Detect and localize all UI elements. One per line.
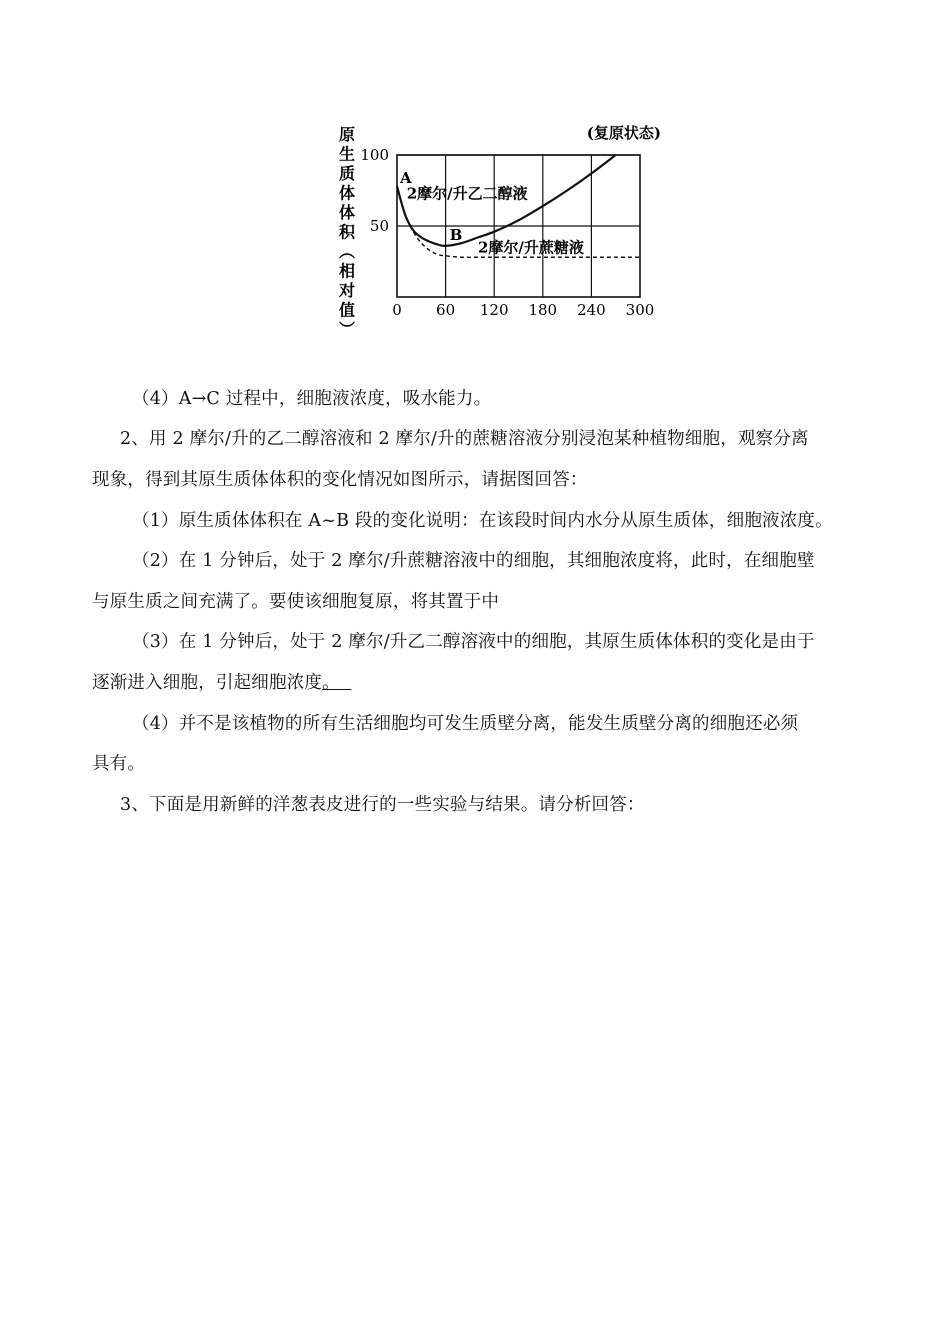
- point-label-B: B: [449, 226, 463, 245]
- x-tick-label: 120: [479, 301, 509, 319]
- q2-part3-text: 逐渐进入细胞，引起细胞浓度: [92, 673, 323, 693]
- x-tick-label: 240: [577, 301, 606, 319]
- answer-blank-tail: [340, 673, 352, 693]
- q2-part4-line1: （4）并不是该植物的所有生活细胞均可发生质壁分离，能发生质壁分离的细胞还必须: [132, 714, 799, 734]
- q2-part2-line1: （2）在 1 分钟后，处于 2 摩尔/升蔗糖溶液中的细胞，其细胞浓度将，此时，在细胞壁: [132, 551, 815, 571]
- x-tick-label: 300: [625, 301, 655, 319]
- series-label-2: 2摩尔/升蔗糖液: [478, 238, 584, 257]
- y-axis-label: 原生质体体积︵相对值︶: [338, 125, 356, 339]
- x-tick-label: 180: [528, 301, 558, 319]
- q2-part1: （1）原生质体体积在 A~B 段的变化说明：在该段时间内水分从原生质体，细胞液浓度。: [132, 511, 833, 531]
- chart-svg: [325, 112, 685, 362]
- corner-label: (复原状态): [586, 124, 661, 142]
- chart-grid: [397, 155, 640, 297]
- chart-labels: [399, 169, 584, 256]
- x-tick-label: 0: [392, 301, 402, 319]
- q3-intro: 3、下面是用新鲜的洋葱表皮进行的一些实验与结果。请分析回答：: [120, 795, 645, 815]
- point-label-A: A: [400, 169, 412, 188]
- q2-part2-line2: 与原生质之间充满了。要使该细胞复原，将其置于中: [92, 592, 500, 612]
- q2-part3-line2: [92, 673, 862, 693]
- y-tick-label: 100: [360, 146, 389, 164]
- q1-part4: （4）A→C 过程中，细胞液浓度，吸水能力。: [132, 389, 492, 409]
- q2-part3-line1: （3）在 1 分钟后，处于 2 摩尔/升乙二醇溶液中的细胞，其原生质体体积的变化是由于: [132, 632, 815, 652]
- volume-chart: [325, 112, 685, 362]
- answer-blank: 。: [322, 673, 340, 693]
- series-label-1: 2摩尔/升乙二醇液: [406, 184, 528, 203]
- q2-part4-line2: 具有。: [92, 754, 146, 774]
- q2-intro-line2: 现象，得到其原生质体体积的变化情况如图所示，请据图回答：: [92, 470, 588, 490]
- q2-intro-line1: 2、用 2 摩尔/升的乙二醇溶液和 2 摩尔/升的蔗糖溶液分别浸泡某种植物细胞，观察分离: [120, 429, 809, 449]
- y-tick-label: 50: [369, 217, 389, 235]
- x-tick-label: 60: [436, 301, 456, 319]
